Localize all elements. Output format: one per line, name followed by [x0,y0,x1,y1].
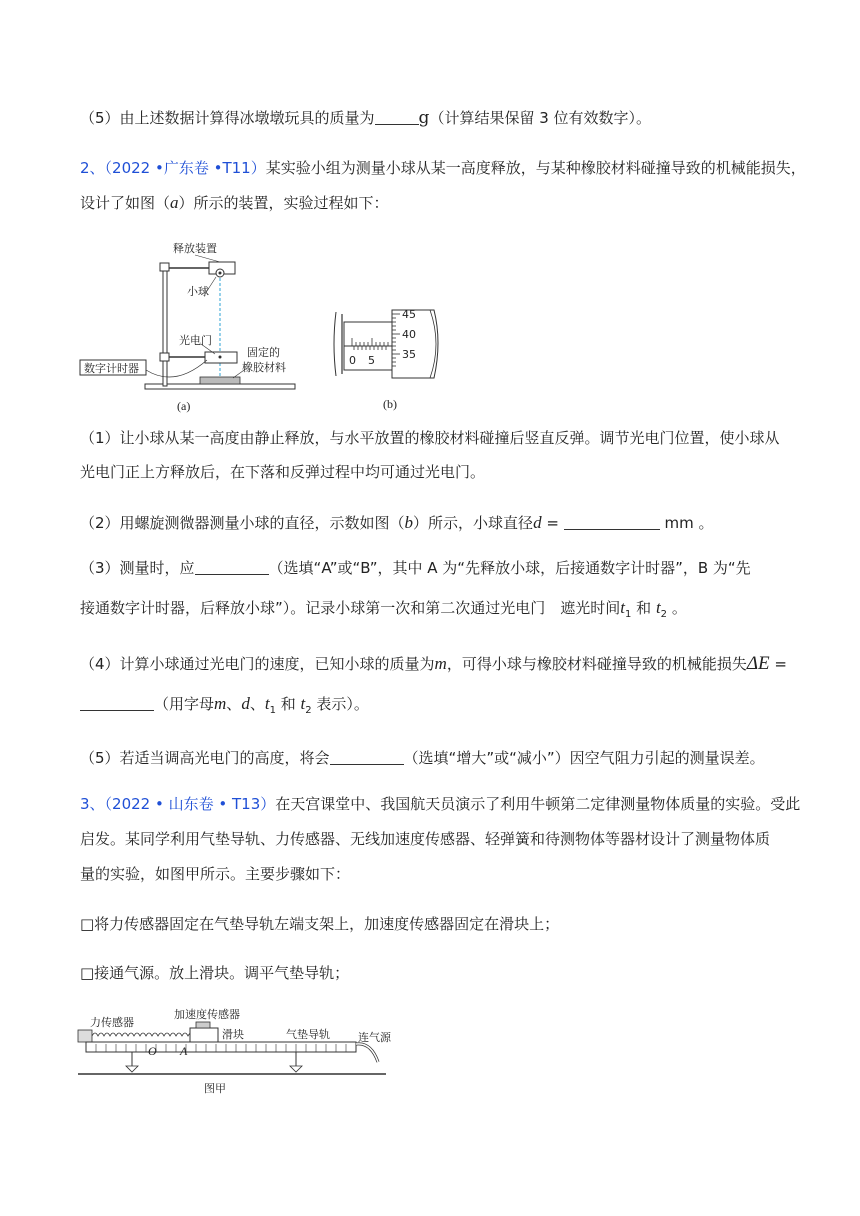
q2-step4-text: （4）计算小球通过光电门的速度，已知小球的质量为 [80,655,435,673]
equals: = [541,514,564,532]
sub-2: 2 [660,609,668,620]
q2-step1-line1 [80,428,780,448]
q2-step5 [80,748,765,768]
q2-intro-text2: 设计了如图（ [80,194,171,212]
q2-step1-text: （1）让小球从某一高度由静止释放，与水平放置的橡胶材料碰撞后竖直反弹。调节光电门位置，使小球从 [80,429,780,447]
figure-a-apparatus [75,238,315,418]
q3-step1-text: □将力传感器固定在气垫导轨左端支架上，加速度传感器固定在滑块上； [80,915,560,933]
q2-step4-text3: （用字母 [154,695,215,713]
caption-figure-jia: 图甲 [204,1082,226,1095]
sub-1: 1 [269,705,276,716]
label-a: A [180,1044,188,1058]
label-release-device: 释放装置 [173,242,217,255]
sep: 、 [249,695,265,713]
q3-heading: 3、（2022 • 山东卷 • T13） [80,795,276,813]
label-ball: 小球 [187,285,209,298]
var-b: b [404,513,414,532]
q2-step2-text2: ）所示，小球直径 [413,514,534,532]
figure-b-micrometer [330,292,460,418]
q2-step1-line2 [80,462,485,482]
answer-blank[interactable] [375,109,419,125]
q3-intro-text2: 启发。某同学利用气垫导轨、力传感器、无线加速度传感器、轻弹簧和待测物体等器材设计了测量物体质 [80,830,771,848]
thimble-35: 35 [402,348,416,361]
thimble-40: 40 [402,328,416,341]
q-prev-part5-text: （5）由上述数据计算得冰墩墩玩具的质量为 [80,109,375,127]
q2-step5-text: （5）若适当调高光电门的高度，将会 [80,749,330,767]
unit-mm: mm 。 [664,514,714,532]
var-m: m [434,654,447,673]
label-photogate: 光电门 [179,334,212,347]
q3-intro-text: 在天宫课堂中、我国航天员演示了利用牛顿第二定律测量物体质量的实验。受此 [275,795,801,813]
var-t1: t [264,694,270,713]
answer-blank-error[interactable] [330,749,404,765]
q3-intro-text3: 量的实验，如图甲所示。主要步骤如下： [80,865,351,883]
sep: 、 [226,695,242,713]
sub-1: 1 [625,609,632,620]
q3-intro-line3 [80,864,350,884]
q2-step2 [80,513,713,533]
q2-step4-line2 [80,694,369,721]
q2-step3-text: （3）测量时，应 [80,559,195,577]
q2-step3-line2 [80,598,687,625]
label-fixed: 固定的 [247,346,280,359]
label-slider: 滑块 [222,1028,244,1041]
q2-intro-line1 [80,158,806,178]
q2-step4-text4: 表示）。 [311,695,369,713]
label-accel-sensor: 加速度传感器 [174,1008,240,1021]
label-air-track: 气垫导轨 [286,1028,330,1041]
q2-step2-text: （2）用螺旋测微器测量小球的直径，示数如图（ [80,514,405,532]
var-m: m [214,694,227,713]
sleeve-0: 0 [349,354,356,367]
var-d: d [241,694,250,713]
q2-intro-text: 某实验小组为测量小球从某一高度释放，与某种橡胶材料碰撞导致的机械能损失， [265,159,806,177]
q2-intro-text3: ）所示的装置，实验过程如下： [178,194,389,212]
q3-step2-text: □接通气源。放上滑块。调平气垫导轨； [80,964,350,982]
var-t2: t [300,694,306,713]
and-text: 和 [631,599,656,617]
var-t2: t [655,598,661,617]
equals: = [769,655,787,673]
answer-blank-order[interactable] [195,559,269,575]
answer-blank-diameter[interactable] [564,514,660,530]
q2-step3-line1 [80,558,751,578]
q-prev-part5-note: （计算结果保留 3 位有效数字）。 [429,109,652,127]
q3-intro-line2 [80,829,770,849]
q2-heading: 2、（2022 •广东卷 •T11） [80,159,266,177]
q3-step1 [80,914,559,934]
q-prev-part5 [80,108,651,128]
sub-2: 2 [305,705,312,716]
var-a: a [170,193,179,212]
unit-g: g [418,108,430,128]
label-rubber: 橡胶材料 [242,361,286,374]
sleeve-5: 5 [368,354,375,367]
q3-intro-line1 [80,794,800,814]
q2-step5-text2: （选填“增大”或“减小”）因空气阻力引起的测量误差。 [403,749,765,767]
q3-step2 [80,963,349,983]
label-digital-timer: 数字计时器 [84,362,139,375]
figure-air-track [76,1006,406,1098]
label-air-source: 连气源 [358,1031,391,1044]
var-delta-e: ΔE [746,653,770,674]
var-d: d [533,513,542,532]
q2-step1-text2: 光电门正上方释放后，在下落和反弹过程中均可通过光电门。 [80,463,486,481]
and-text: 和 [275,695,301,713]
q2-intro-line2 [80,193,389,213]
q2-step3-text2: （选填“A”或“B”，其中 A 为“先释放小球，后接通数字计时器”，B 为“先 [268,559,751,577]
q2-step4-line1 [80,654,787,674]
thimble-45: 45 [402,308,416,321]
caption-a: (a) [177,399,191,413]
label-o: O [148,1044,157,1058]
label-force-sensor: 力传感器 [90,1016,134,1029]
q2-step3-text3: 接通数字计时器，后释放小球”）。记录小球第一次和第二次通过光电门 遮光时间 [80,599,621,617]
period: 。 [667,599,687,617]
q2-step4-text2: ，可得小球与橡胶材料碰撞导致的机械能损失 [446,655,747,673]
caption-b: (b) [383,397,397,411]
answer-blank-energy[interactable] [80,695,154,711]
var-t1: t [620,598,626,617]
